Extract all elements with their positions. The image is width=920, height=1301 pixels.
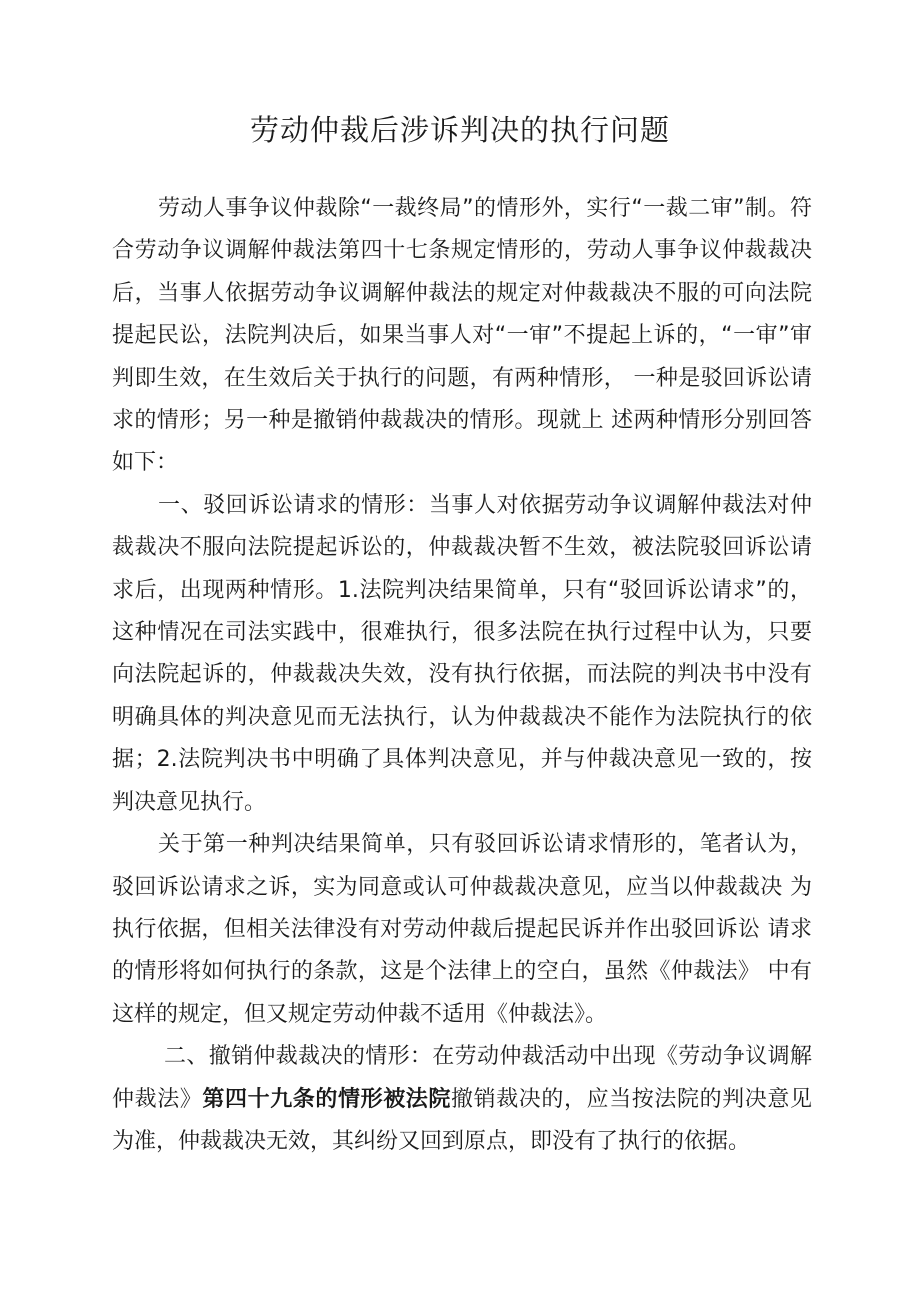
paragraph-section-two-bold: 第四十九条的情形被法院: [202, 1086, 451, 1112]
paragraph-section-two-part1: 二、撤销仲裁裁决的情形：在劳动仲裁活动中出现《劳动争议调解仲裁法》: [112, 1044, 812, 1112]
paragraph-opinion: 关于第一种判决结果简单，只有驳回诉讼请求情形的，笔者认为， 驳回诉讼请求之诉，实为同意或认可仲裁裁决意见，应当以仲裁裁决 为执行依据，但相关法律没有对劳动仲裁后提起民诉并作出驳回诉讼 请求的情形将如何执行的条款，这是个法律上的空白，虽然《仲裁法》 中有这样的规定，但又规定劳动仲裁不适用《仲裁法》。: [112, 832, 812, 1027]
paragraph-section-two-part2: 撤销裁决的，应当按法院的判决意见为准，仲裁裁决无效，其纠纷又回到原点，即没有了执行的依据。: [112, 1086, 812, 1154]
paragraph-intro: 劳动人事争议仲裁除“一裁终局”的情形外，实行“一裁二审”制。符合劳动争议调解仲裁法第四十七条规定情形的，劳动人事争议仲裁裁决后，当事人依据劳动争议调解仲裁法的规定对仲裁裁决不服的可向法院提起民讼，法院判决后，如果当事人对“一审”不提起上诉的，“一审”审判即生效，在生效后关于执行的问题，有两种情形， 一种是驳回诉讼请求的情形；另一种是撤销仲裁裁决的情形。现就上 述两种情形分别回答如下：: [112, 196, 812, 476]
document-title: 劳动仲裁后涉诉判决的执行问题: [249, 113, 670, 147]
paragraph-section-one: 一、驳回诉讼请求的情形：当事人对依据劳动争议调解仲裁法对仲裁裁决不服向法院提起诉讼的，仲裁裁决暂不生效，被法院驳回诉讼请求后，出现两种情形。1.法院判决结果简单，只有“驳回诉讼请求”的，这种情况在司法实践中，很难执行，很多法院在执行过程中认为，只要向法院起诉的，仲裁裁决失效，没有执行依据，而法院的判决书中没有明确具体的判决意见而无法执行，认为仲裁裁决不能作为法院执行的依据；2.法院判决书中明确了具体判决意见，并与仲裁决意见一致的，按判决意见执行。: [112, 492, 812, 815]
document-body: [112, 188, 812, 1163]
paragraph-section-two: [112, 1036, 812, 1163]
